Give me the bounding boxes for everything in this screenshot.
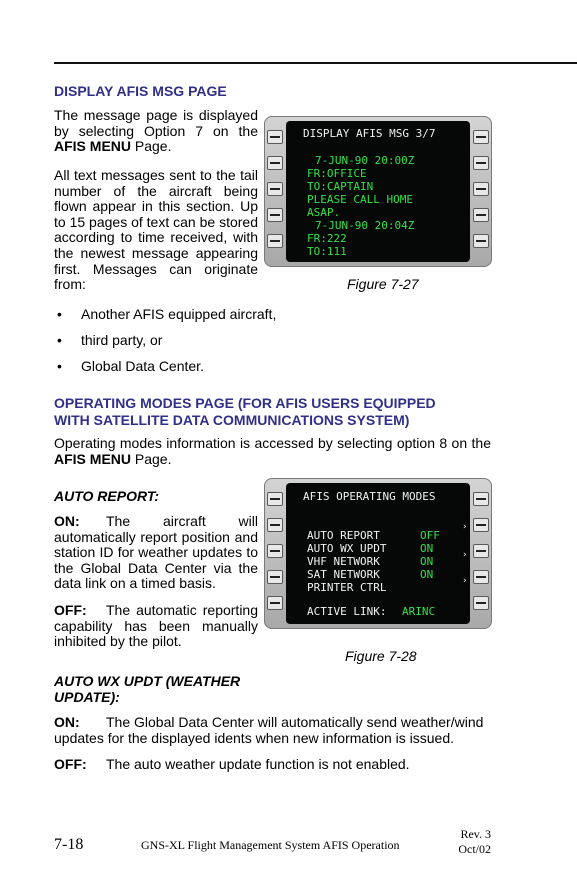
line-select-key-r1	[473, 130, 489, 144]
off-text: The auto weather update function is not enabled.	[106, 756, 410, 772]
figure-caption: Figure 7-27	[347, 276, 419, 292]
cdu-screen	[286, 121, 470, 262]
heading-line: AUTO WX UPDT (WEATHER	[54, 673, 241, 689]
bullet-icon: •	[57, 332, 62, 348]
intro-text: The message page is displayed by selecting Option 7 on the	[54, 107, 258, 139]
mode-row-value: ON	[420, 542, 434, 555]
afis-menu-bold: AFIS MENU	[54, 450, 131, 467]
cdu-afis-operating-modes	[264, 478, 492, 629]
off-label: OFF:	[54, 602, 87, 618]
chevron-right-icon: ›	[463, 522, 467, 532]
line-select-key-l5	[267, 234, 283, 248]
line-select-key-l2	[267, 156, 283, 170]
heading-line: UPDATE):	[54, 689, 120, 705]
figure-caption: Figure 7-28	[345, 648, 417, 664]
footer-title: GNS-XL Flight Management System AFIS Operation	[141, 838, 400, 852]
line-select-key-l1	[267, 492, 283, 506]
line-select-key-r5	[473, 234, 489, 248]
section-heading-operating-modes	[54, 395, 554, 429]
active-link-value: ARINC	[402, 605, 436, 618]
screen-line: FR:OFFICE	[307, 167, 367, 180]
off-text: The automatic reporting capability has been manually inhibited by the pilot.	[54, 602, 258, 650]
afis-msg-description-paragraph: All text messages sent to the tail number of the aircraft being flown appear in this section. Up to 15 pages of text can be stored according to time received, with the newest message appearing first. Messages can originate from:	[54, 167, 258, 293]
line-select-key-l2	[267, 518, 283, 532]
line-select-key-l4	[267, 570, 283, 584]
auto-wx-off-paragraph	[54, 756, 494, 772]
list-item-text: Global Data Center.	[81, 358, 204, 374]
auto-wx-on-paragraph	[54, 714, 494, 746]
line-select-key-l5	[267, 596, 283, 610]
line-select-key-l3	[267, 544, 283, 558]
heading-line: WITH SATELLITE DATA COMMUNICATIONS SYSTEM)	[54, 412, 410, 428]
mode-row-value: OFF	[420, 529, 440, 542]
operating-modes-paragraph	[54, 436, 491, 467]
screen-line: 7-JUN-90 20:00Z	[315, 154, 415, 167]
revision-date: Oct/02	[458, 842, 491, 856]
header-rule	[54, 62, 577, 64]
bullet-icon: •	[57, 358, 62, 374]
list-item	[57, 332, 317, 348]
page-number: 7-18	[54, 836, 84, 853]
line-select-key-r2	[473, 518, 489, 532]
paragraph-text: Operating modes information is accessed by selecting option 8 on the	[54, 435, 491, 451]
list-item-text: Another AFIS equipped aircraft,	[81, 306, 277, 322]
on-label: ON:	[54, 513, 80, 529]
paragraph-text-end: Page.	[131, 450, 172, 467]
screen-title: DISPLAY AFIS MSG 3/7	[303, 127, 436, 140]
line-select-key-r1	[473, 492, 489, 506]
afis-menu-bold: AFIS MENU	[54, 138, 131, 155]
revision-block	[420, 827, 491, 857]
intro-text-end: Page.	[131, 138, 172, 155]
revision-number: Rev. 3	[460, 827, 491, 841]
chevron-right-icon: ›	[463, 576, 467, 586]
on-text: The Global Data Center will automatically send weather/wind updates for the displayed idents when new information is issued.	[54, 714, 484, 746]
line-select-key-l4	[267, 208, 283, 222]
cdu-display-afis-msg	[264, 116, 492, 267]
screen-line: ASAP.	[307, 206, 341, 219]
active-link-label: ACTIVE LINK:	[307, 605, 387, 618]
on-label: ON:	[54, 714, 80, 730]
mode-row-label: VHF NETWORK	[307, 555, 380, 568]
screen-title: AFIS OPERATING MODES	[303, 490, 436, 503]
cdu-screen	[286, 483, 470, 624]
screen-line: FR:222	[307, 232, 347, 245]
heading-line: OPERATING MODES PAGE (FOR AFIS USERS EQUIPPED	[54, 395, 436, 411]
auto-report-off-paragraph	[54, 603, 258, 650]
on-text: The aircraft will automatically report position and station ID for weather updates to the Global Data Center via the data link on a timed basis.	[54, 513, 258, 592]
off-label: OFF:	[54, 756, 87, 772]
chevron-right-icon: ›	[463, 550, 467, 560]
section-heading-afis-msg: DISPLAY AFIS MSG PAGE	[54, 83, 227, 99]
line-select-key-r3	[473, 182, 489, 196]
list-item	[57, 358, 317, 374]
line-select-key-r2	[473, 156, 489, 170]
mode-row-value: ON	[420, 555, 434, 568]
afis-msg-intro-paragraph	[54, 108, 258, 155]
screen-line: TO:CAPTAIN	[307, 180, 374, 193]
line-select-key-r3	[473, 544, 489, 558]
bullet-icon: •	[57, 306, 62, 322]
mode-row-label: AUTO REPORT	[307, 529, 380, 542]
screen-line: TO:111	[307, 245, 347, 258]
line-select-key-l1	[267, 130, 283, 144]
mode-row-label: PRINTER CTRL	[307, 581, 387, 594]
list-item-text: third party, or	[81, 332, 163, 348]
auto-report-heading: AUTO REPORT:	[54, 488, 160, 504]
line-select-key-l3	[267, 182, 283, 196]
line-select-key-r4	[473, 570, 489, 584]
line-select-key-r4	[473, 208, 489, 222]
auto-report-on-paragraph	[54, 514, 258, 592]
screen-line: PLEASE CALL HOME	[307, 193, 413, 206]
screen-line: 7-JUN-90 20:04Z	[315, 219, 415, 232]
line-select-key-r5	[473, 596, 489, 610]
mode-row-label: SAT NETWORK	[307, 568, 380, 581]
auto-wx-updt-heading	[54, 673, 260, 705]
mode-row-label: AUTO WX UPDT	[307, 542, 387, 555]
list-item	[57, 306, 317, 322]
mode-row-value: ON	[420, 568, 434, 581]
